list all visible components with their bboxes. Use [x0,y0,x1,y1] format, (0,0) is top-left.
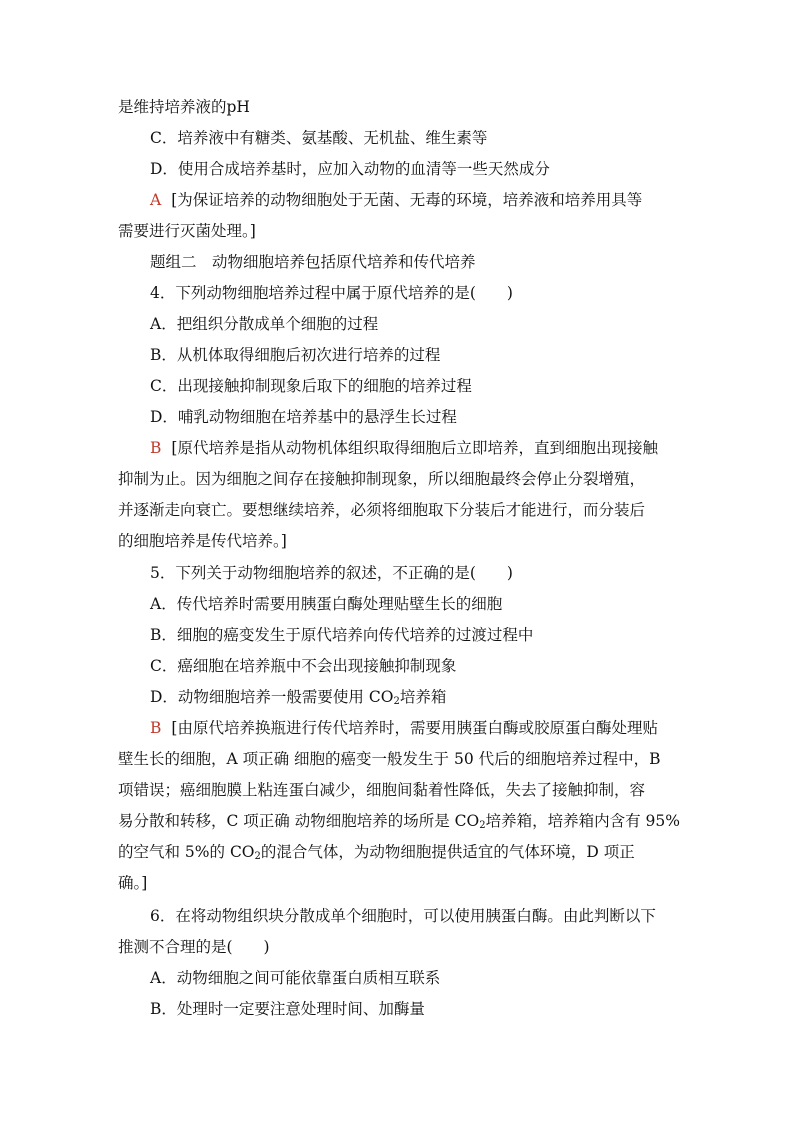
q4-explanation-4: 的细胞培养是传代培养。] [118,532,287,550]
q5-explanation-6: 确。] [118,874,148,892]
q5-answer-letter: B [150,719,162,737]
q6-stem-1: 6．在将动物组织块分散成单个细胞时，可以使用胰蛋白酶。由此判断以下 [150,907,656,925]
q3-option-b-continuation: 是维持培养液的pH [118,98,250,116]
q5-explanation-3: 项错误；癌细胞膜上粘连蛋白减少，细胞间黏着性降低，失去了接触抑制，容 [118,781,646,799]
q4-option-c: C．出现接触抑制现象后取下的细胞的培养过程 [150,377,472,395]
q5-option-d: D．动物细胞培养一般需要使用 $CO_2$培养箱 [150,688,447,707]
q3-explanation-1: [为保证培养的动物细胞处于无菌、无毒的环境，培养液和培养用具等 [171,191,643,209]
q6-option-b: B．处理时一定要注意处理时间、加酶量 [150,1000,425,1018]
q4-explanation-2: 抑制为止。因为细胞之间存在接触抑制现象，所以细胞最终会停止分裂增殖， [118,470,646,488]
q5-option-c: C．癌细胞在培养瓶中不会出现接触抑制现象 [150,657,457,675]
q4-explanation-3: 并逐渐走向衰亡。要想继续培养，必须将细胞取下分装后才能进行，而分装后 [118,501,646,519]
q4-option-b: B．从机体取得细胞后初次进行培养的过程 [150,346,441,364]
q5-explanation-5: 的空气和 5%的 $CO_2$的混合气体，为动物细胞提供适宜的气体环境，D 项正 [118,843,635,862]
q4-answer-line [150,437,678,459]
q5-option-a: A．传代培养时需要用胰蛋白酶处理贴壁生长的细胞 [150,595,503,613]
q4-answer-letter: B [150,439,162,457]
q5-explanation-2: 壁生长的细胞，A 项正确 细胞的癌变一般发生于 50 代后的细胞培养过程中，B [118,750,661,768]
q3-explanation-2: 需要进行灭菌处理。] [118,222,256,240]
q4-stem: 4．下列动物细胞培养过程中属于原代培养的是( ) [150,284,513,302]
q3-answer-line [150,189,678,211]
q4-explanation-1: [原代培养是指从动物机体组织取得细胞后立即培养，直到细胞出现接触 [171,439,658,457]
q5-explanation-4: 易分散和转移，C 项正确 动物细胞培养的场所是 $CO_2$培养箱，培养箱内含有 95% [118,812,680,831]
q5-stem: 5．下列关于动物细胞培养的叙述，不正确的是( ) [150,564,513,582]
q5-explanation-1: [由原代培养换瓶进行传代培养时，需要用胰蛋白酶或胶原蛋白酶处理贴 [171,719,658,737]
q3-option-d: D．使用合成培养基时，应加入动物的血清等一些天然成分 [150,160,550,178]
q6-stem-2: 推测不合理的是( ) [118,938,270,956]
q4-option-a: A．把组织分散成单个细胞的过程 [150,315,379,333]
q6-option-a: A．动物细胞之间可能依靠蛋白质相互联系 [150,969,441,987]
q4-option-d: D．哺乳动物细胞在培养基中的悬浮生长过程 [150,408,457,426]
q5-option-b: B．细胞的癌变发生于原代培养向传代培养的过渡过程中 [150,626,534,644]
q5-answer-line [150,717,678,739]
q3-option-c: C．培养液中有糖类、氨基酸、无机盐、维生素等 [150,129,488,147]
q3-answer-letter: A [150,191,162,209]
group-heading: 题组二 动物细胞培养包括原代培养和传代培养 [150,253,476,271]
